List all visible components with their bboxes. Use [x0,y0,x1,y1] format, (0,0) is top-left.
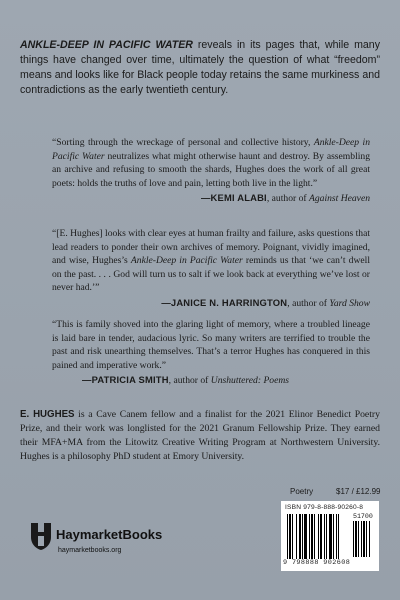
ean-barcode-bars [287,514,349,559]
blurb-text-part: “Sorting through the wreckage of personal and collective history, [52,137,314,148]
isbn-label: ISBN 979-8-888-90260-8 [285,504,364,511]
blurb-attribution [82,373,370,388]
blurb-author-of: , author of [287,297,330,309]
blurb-text-part: “[E. Hughes] looks with clear eyes at human frailty and failure, asks questions that lead readers to ponder their own archives of memory. Poignant, vividly imagined, and wise, Hughes’s [52,228,370,266]
author-bio-text: is a Cave Canem fellow and a finalist for the 2021 Elinor Benedict Poetry Prize, and their work was longlisted for the 2021 Granum Fellowship Prize. They earned their MFA+MA from the Litowitz Creative Writing Program at Northwestern University. Hughes is a philosophy PhD student at Emory University. [20,409,380,462]
blurb-attribution [52,191,370,206]
addon-barcode-bars [353,521,375,557]
blurb-text-part: “This is family shoved into the glaring light of memory, where a troubled lineage is laid bare in tender, audacious lyric. So many writers are terrified to trouble the past and risk unearthing themselves. That’s a terror Hughes has conquered in this pained and imperative work.” [52,319,370,371]
blurb-author-name: —PATRICIA SMITH [82,374,169,385]
isbn-barcode [281,501,379,571]
blurb-book-title: Ankle-Deep in Pacific Water [52,137,371,162]
ean-digits: 9 798888 902608 [283,559,351,567]
blurb-attribution [52,296,370,311]
blurb-author-of: , author of [168,375,211,386]
blurb-book-title: Ankle-Deep in Pacific Water [130,255,243,266]
intro-text: reveals in its pages that, while many things have changed over time, ultimately the question of what “freedom” means and looks like for Black people today retains the same murkiness and contradictions as the early twentieth century. [20,39,380,96]
publisher-url: haymarketbooks.org [58,547,122,554]
blurb-text-part: reminds us that ‘we can’t dwell on the past. . . . God will turn us to salt if we look back at everything we’ve lost or never had.’” [52,255,370,293]
blurb-author-work: Unshuttered: Poems [210,375,290,386]
author-bio [20,408,380,464]
author-bio-name: E. HUGHES [20,409,75,420]
intro-paragraph [20,38,380,98]
blurb-text [52,318,370,372]
blurb-author-of: , author of [266,193,309,204]
price-addon-number: 51700 [353,513,373,520]
blurb-author-name: —KEMI ALABI [200,192,267,203]
blurb-author-name: —JANICE N. HARRINGTON [161,296,288,308]
blurb-smith [52,318,370,388]
blurb-text [52,136,370,190]
blurb-alabi [52,136,370,206]
blurb-text [52,227,370,295]
haymarket-h-icon [28,521,54,551]
publisher-name: HaymarketBooks [56,527,163,542]
price-label: $17 / £12.99 [336,487,381,496]
blurb-text-part: neutralizes what might otherwise haunt and destroy. By assembling an archive and refusing to smooth the shards, Hughes does the work of all great poets: holds the truths of love and pain, letting both live in the light.” [52,150,370,189]
blurb-author-work: Yard Show [329,297,370,309]
blurb-author-work: Against Heaven [308,193,370,204]
genre-label: Poetry [290,487,314,496]
publisher-logo [28,521,178,565]
blurb-harrington [52,227,370,310]
intro-book-title: ANKLE-DEEP IN PACIFIC WATER [20,39,193,51]
